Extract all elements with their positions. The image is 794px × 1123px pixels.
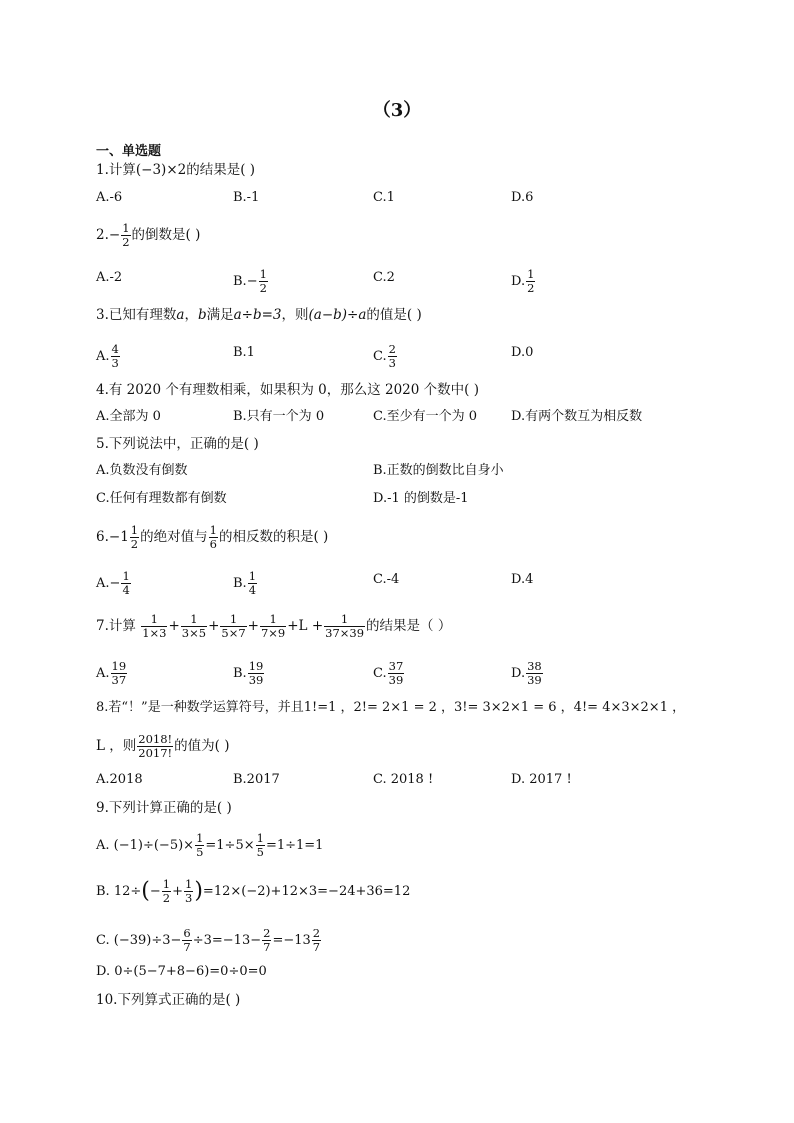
q6-number: 6. [96,529,109,545]
q7-option-b[interactable] [233,660,265,687]
q3-stem: 3.已知有理数 [96,307,177,323]
q9-c-mid2: =−13 [272,933,311,948]
q2-d-fraction [526,268,535,295]
q2-d-num: 1 [527,267,535,281]
q2-num: 1 [122,221,130,235]
q6-f-num: 1 [209,523,217,537]
q9-b-frac-2 [184,878,193,905]
q8-den: 2017! [138,746,173,760]
q2-b-den: 2 [259,281,267,295]
q3-var-a: a [176,307,185,323]
q3-sep: ， [184,307,198,323]
q6-mixed-fraction [130,524,139,551]
q7-term-3 [220,613,246,640]
q9-c-mid: ÷3=−13− [192,933,262,948]
q6-option-a[interactable] [96,570,132,597]
q9-c-d1: 7 [183,940,191,954]
q7-t5-num: 1 [324,613,365,627]
q3-option-a[interactable] [96,343,121,370]
q7-t2-den: 3×5 [181,626,207,640]
q7-b-num: 19 [248,659,264,673]
q3-a-num: 4 [111,342,119,356]
q6-m-den: 2 [130,537,139,551]
q1-expression: (−3)×2 [135,162,187,178]
q6-option-b[interactable] [233,570,258,597]
q7-t2-num: 1 [181,613,207,627]
q9-a-n2: 1 [256,831,264,845]
q7-d-num: 38 [527,659,542,673]
q6-tail: 的相反数的积是( ) [218,529,329,545]
q6-b-num: 1 [248,569,257,583]
q6-option-d[interactable]: D.4 [511,572,534,587]
q7-option-c[interactable] [373,660,405,687]
q2-b-label: B. [233,274,247,289]
question-8-line-1: 8.若“！”是一种数学运算符号，并且1!=1 ，2!= 2×1 = 2 ，3!= 3×2×1 = 6 ，4!= 4×3×2×1 ， [96,700,686,715]
q3-option-b[interactable]: B.1 [233,345,255,360]
q7-t5-den: 37×39 [325,626,365,640]
q9-a-frac-2 [256,832,265,859]
q8-continuation: L ，则 [96,738,137,754]
q9-c-frac-2 [262,927,271,954]
q5-option-b[interactable]: B.正数的倒数比自身小 [373,463,504,478]
q3-a-fraction [111,343,120,370]
q7-d-den: 39 [527,673,542,687]
q3-option-d[interactable]: D.0 [511,345,534,360]
q6-b-den: 4 [248,583,257,597]
q7-d-fraction [526,660,543,687]
section-heading: 一、单选题 [96,144,162,159]
q6-m-num: 1 [130,523,139,537]
q4-option-a[interactable]: A.全部为 0 [96,409,161,424]
q3-c-num: 2 [388,342,396,356]
q3-mid: 满足 [206,307,234,323]
question-4: 4.有 2020 个有理数相乘，如果积为 0，那么这 2020 个数中( ) [96,382,479,398]
q6-a-den: 4 [122,583,130,597]
q4-option-c[interactable]: C.至少有一个为 0 [373,409,478,424]
q9-a-n1: 1 [196,831,204,845]
q9-c-d2: 7 [263,940,271,954]
q1-option-a[interactable]: A.-6 [96,190,123,205]
q2-b-minus: − [246,274,258,289]
q8-option-d[interactable]: D. 2017 ! [511,772,572,787]
q6-a-label: A. [96,576,110,591]
question-8-line-2 [96,733,229,760]
q9-option-b[interactable] [96,878,410,905]
q7-tail: 的结果是（ ） [366,618,452,634]
q9-b-frac-1 [162,878,171,905]
q1-tail: 的结果是( ) [186,162,256,178]
q9-b-pre: B. 12÷ [96,884,142,899]
q9-option-d[interactable]: D. 0÷(5−7+8−6)=0÷0=0 [96,964,267,979]
q7-t4-den: 7×9 [260,626,286,640]
q7-option-d[interactable] [511,660,544,687]
q6-a-minus: − [109,576,121,591]
q6-a-fraction [121,570,130,597]
q7-t1-den: 1×3 [142,626,167,640]
q7-a-den: 37 [111,673,127,687]
q8-option-c[interactable]: C. 2018 ! [373,772,434,787]
question-10: 10.下列算式正确的是( ) [96,992,241,1008]
q9-a-frac-1 [195,832,204,859]
q9-b-n1: 1 [162,877,171,891]
q7-term-5 [324,613,365,640]
q9-b-d1: 2 [162,891,171,905]
q9-a-pre: A. (−1)÷(−5)× [96,838,195,853]
q1-option-d[interactable]: D.6 [511,190,534,205]
q7-t4-num: 1 [260,613,286,627]
q9-c-n1: 6 [183,926,191,940]
q7-term-2 [181,613,207,640]
q4-option-d[interactable]: D.有两个数互为相反数 [511,409,643,424]
q9-option-a[interactable] [96,832,323,859]
q1-option-c[interactable]: C.1 [373,190,395,205]
q7-t1-num: 1 [141,613,167,627]
q3-mid2: ，则 [281,307,309,323]
q2-b-fraction [259,268,268,295]
q2-b-num: 1 [259,267,267,281]
q9-b-d2: 3 [185,891,193,905]
q2-tail: 的倒数是( ) [131,227,201,243]
q7-b-label: B. [233,666,247,681]
q9-c-frac-3 [312,927,321,954]
q6-option-c[interactable]: C.-4 [373,572,400,587]
q7-a-fraction [111,660,128,687]
q9-c-n2: 2 [263,926,271,940]
q7-a-num: 19 [111,659,127,673]
q7-option-a[interactable] [96,660,128,687]
q7-c-num: 37 [388,659,404,673]
q9-b-rparen: ) [194,878,203,904]
question-7: 7.计算 $\frac{1}{1\times 3}$ + $\frac{1}{3\times 5}$ + $\frac{1}{5\times 7}$ + $\frac{1}{7\times 9}$ +L + $\frac{1}{37\times 39}$ 的结果是（ ） [96,612,452,640]
question-1 [96,160,255,180]
q9-b-n2: 1 [185,877,193,891]
q6-a-num: 1 [122,569,130,583]
q7-a-label: A. [96,666,110,681]
q3-condition: a÷b=3 [233,307,282,323]
q7-ellipsis: +L + [287,618,324,634]
q7-term-1 [141,613,167,640]
q8-tail: 的值为( ) [174,738,230,754]
q2-option-c[interactable]: C.2 [373,270,395,285]
question-2 [96,222,200,249]
q2-d-den: 2 [527,281,535,295]
q3-a-label: A. [96,349,110,364]
q6-b-label: B. [233,576,247,591]
q3-option-c[interactable] [373,343,398,370]
q8-num: 2018! [138,732,173,746]
q3-c-den: 3 [388,356,396,370]
q9-b-post: =12×(−2)+12×3=−24+36=12 [202,884,411,899]
q7-d-label: D. [511,666,526,681]
q7-stem: 7.计算 [96,618,136,634]
page-title: （3） [372,100,422,121]
q2-d-label: D. [511,274,526,289]
question-9: 9.下列计算正确的是( ) [96,800,232,816]
q6-fraction [209,524,218,551]
q2-minus: − [108,227,121,243]
q7-t3-den: 5×7 [221,626,246,640]
q9-c-pre: C. (−39)÷3− [96,933,182,948]
q1-stem: 1.计算 [96,162,136,178]
q2-fraction [121,222,130,249]
q9-c-n3: 2 [312,926,321,940]
q5-option-a[interactable]: A.负数没有倒数 [96,463,188,478]
question-5: 5.下列说法中，正确的是( ) [96,436,259,452]
q7-term-4 [260,613,286,640]
q3-expression: (a−b)÷a [308,307,367,323]
q3-a-den: 3 [111,356,119,370]
q6-b-fraction [248,570,257,597]
q9-a-d1: 5 [196,845,204,859]
q7-b-fraction [248,660,265,687]
q9-a-mid: =1÷5× [205,838,255,853]
q6-mixed-whole: −1 [108,529,129,545]
q9-b-minus: − [149,884,161,899]
q3-var-b: b [197,307,207,323]
q2-option-b[interactable] [233,268,269,295]
q7-c-den: 39 [388,673,404,687]
q6-mid: 的绝对值与 [140,529,208,545]
q3-c-label: C. [373,349,387,364]
question-6 [96,524,328,551]
q6-f-den: 6 [209,537,217,551]
question-3 [96,305,422,325]
q3-tail: 的值是( ) [366,307,422,323]
q7-t3-num: 1 [220,613,246,627]
q8-option-b[interactable]: B.2017 [233,772,280,787]
q9-a-post: =1÷1=1 [265,838,324,853]
q8-option-a[interactable]: A.2018 [96,772,143,787]
q2-number: 2. [96,227,109,243]
q7-c-fraction [388,660,405,687]
q7-c-label: C. [373,666,387,681]
q2-option-d[interactable] [511,268,536,295]
q8-fraction [137,733,173,760]
q2-option-a[interactable]: A.-2 [96,270,123,285]
q9-option-c[interactable] [96,927,322,954]
q1-option-b[interactable]: B.-1 [233,190,260,205]
q4-option-b[interactable]: B.只有一个为 0 [233,409,325,424]
q5-option-d[interactable]: D.-1 的倒数是-1 [373,491,469,506]
q9-b-lparen: ( [141,878,150,904]
q9-b-plus: + [172,884,183,899]
q2-den: 2 [122,235,130,249]
q9-a-d2: 5 [256,845,264,859]
q5-option-c[interactable]: C.任何有理数都有倒数 [96,491,227,506]
q9-c-frac-1 [182,927,191,954]
q7-b-den: 39 [248,673,264,687]
q9-c-d3: 7 [312,940,321,954]
q3-c-fraction [388,343,397,370]
